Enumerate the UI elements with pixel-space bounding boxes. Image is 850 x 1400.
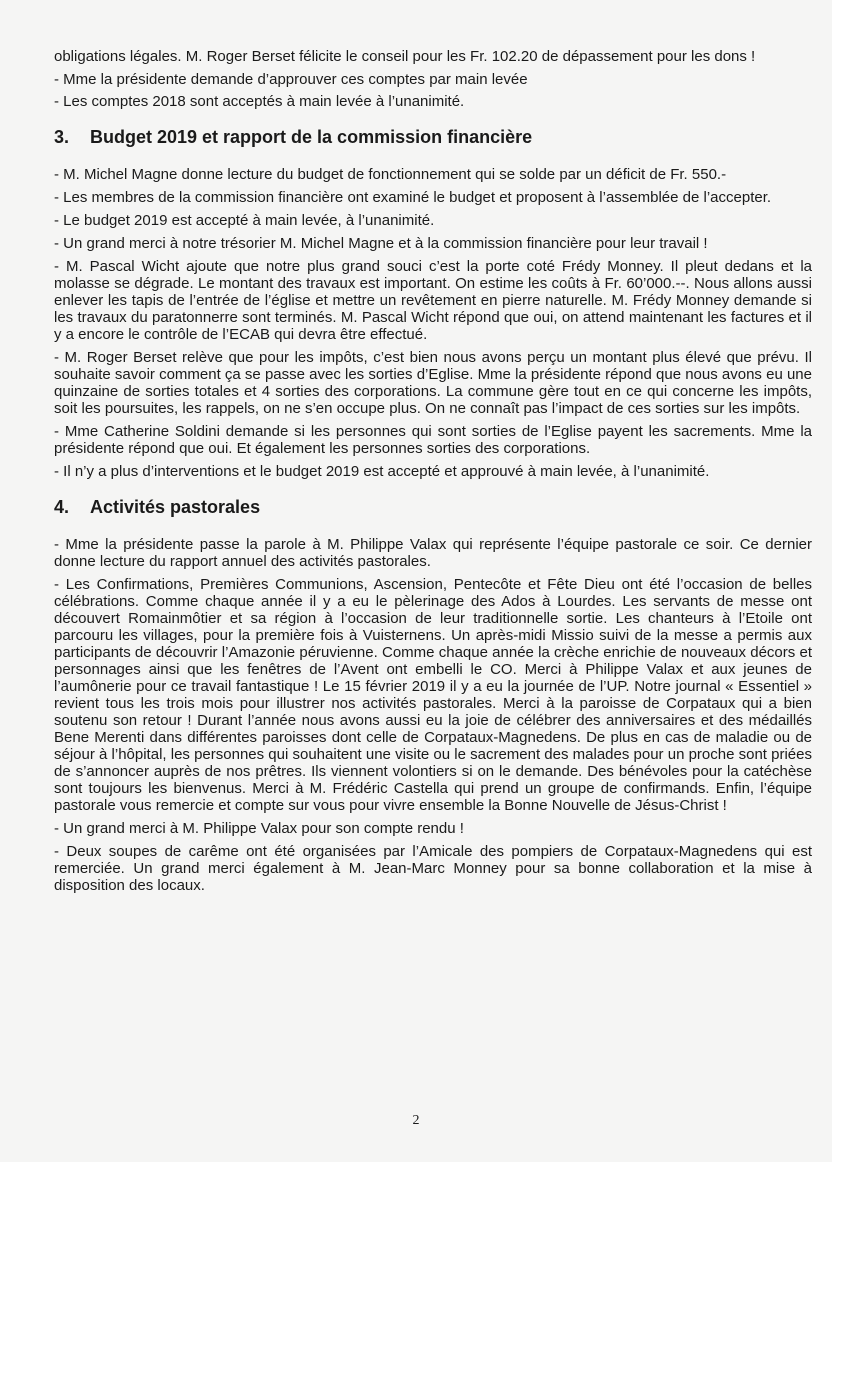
paragraph: - Mme la présidente demande d’approuver ces comptes par main levée: [54, 71, 528, 88]
paragraph: - M. Pascal Wicht ajoute que notre plus grand souci c’est la porte coté Frédy Monney. Il pleut dedans et la molasse se dégrade. Le montant des travaux est important. On estime les coûts à Fr. 60’000.--. Nous allons aussi enlever les tapis de l’entrée de l’église et mettre un revêtement en pierre naturelle. M. Frédy Monney demande si les travaux du paratonnerre sont terminés. M. Pascal Wicht répond que oui, on attend maintenant les factures et il y a encore le contrôle de l’ECAB qui devra être effectué.: [54, 258, 812, 343]
paragraph: - Mme Catherine Soldini demande si les personnes qui sont sorties de l’Eglise payent les sacrements. Mme la présidente répond que oui. Et également les personnes sorties des corporations.: [54, 423, 812, 457]
section-title: Budget 2019 et rapport de la commission financière: [90, 127, 533, 147]
paragraph: - Un grand merci à notre trésorier M. Michel Magne et à la commission financière pour leur travail !: [54, 235, 708, 252]
section-number: 4.: [54, 497, 70, 517]
paragraph: - M. Roger Berset relève que pour les impôts, c’est bien nous avons perçu un montant plus élevé que prévu. Il souhaite savoir comment ça se passe avec les sorties d’Eglise. Mme la présidente répond que nous avons eu une quinzaine de sorties totales et 4 sorties des corporations. La commune gère tout en ce qui concerne les impôts, soit les poursuites, les rappels, on ne s’en occupe plus. On ne connaît pas l’impact de ces sorties sur les impôts.: [54, 349, 812, 417]
section-number: 3.: [54, 127, 70, 147]
paragraph: obligations légales. M. Roger Berset félicite le conseil pour les Fr. 102.20 de dépassement pour les dons !: [54, 48, 756, 65]
paragraph: - Les Confirmations, Premières Communions, Ascension, Pentecôte et Fête Dieu ont été l’occasion de belles célébrations. Comme chaque année il y a eu le pèlerinage des Ados à Lourdes. Les servants de messe ont découvert Romainmôtier et sa région à l’occasion de leur traditionnelle sortie. Les chanteurs à l’Etoile ont parcouru les villages, pour la première fois à Vuisternens. Un après-midi Missio suivi de la messe a permis aux participants de découvrir l’Amazonie péruvienne. Comme chaque année la crèche enrichie de nouveaux décors et personnages ainsi que les fenêtres de l’Avent ont embelli le CO. Merci à Philippe Valax et aux jeunes de l’aumônerie pour ce travail fantastique ! Le 15 février 2019 il y a eu la journée de l’UP. Notre journal « Essentiel » revient tous les trois mois pour illustrer nos activités pastorales. Merci à la paroisse de Corpataux qui a bien soutenu son retour ! Durant l’année nous avons aussi eu la joie de célébrer des anniversaires et des médaillés Bene Merenti dans différentes paroisses dont celle de Corpataux-Magnedens. De plus en cas de maladie ou de séjour à l’hôpital, les personnes qui souhaitent une visite ou le sacrement des malades pour un proche sont priées de s’annoncer auprès de nos prêtres. Ils viennent volontiers si on le demande. Des bénévoles pour la catéchèse sont toujours les bienvenus. Merci à M. Frédéric Castella qui prend un groupe de confirmands. Enfin, l’équipe pastorale vous remercie et compte sur vous pour vivre ensemble la Bonne Nouvelle de Jésus-Christ !: [54, 576, 812, 814]
paragraph: - Mme la présidente passe la parole à M. Philippe Valax qui représente l’équipe pastorale ce soir. Ce dernier donne lecture du rapport annuel des activités pastorales.: [54, 536, 812, 570]
paragraph: - Le budget 2019 est accepté à main levée, à l’unanimité.: [54, 212, 435, 229]
paragraph: - Il n’y a plus d’interventions et le budget 2019 est accepté et approuvé à main levée, à l’unanimité.: [54, 463, 710, 480]
paragraph: - Les membres de la commission financière ont examiné le budget et proposent à l’assemblée de l’accepter.: [54, 189, 772, 206]
paragraph: - Deux soupes de carême ont été organisées par l’Amicale des pompiers de Corpataux-Magnedens qui est remerciée. Un grand merci également à M. Jean-Marc Monney pour sa bonne collaboration et la mise à disposition des locaux.: [54, 843, 812, 894]
page-number: 2: [412, 1113, 420, 1128]
section-heading-4: [54, 496, 812, 518]
section-title: Activités pastorales: [90, 497, 261, 517]
section-heading-3: [54, 126, 812, 148]
paragraph: - Un grand merci à M. Philippe Valax pour son compte rendu !: [54, 820, 464, 837]
paragraph: - Les comptes 2018 sont acceptés à main levée à l’unanimité.: [54, 93, 465, 110]
document-body: [54, 48, 812, 900]
paragraph: - M. Michel Magne donne lecture du budget de fonctionnement qui se solde par un déficit de Fr. 550.-: [54, 166, 727, 183]
